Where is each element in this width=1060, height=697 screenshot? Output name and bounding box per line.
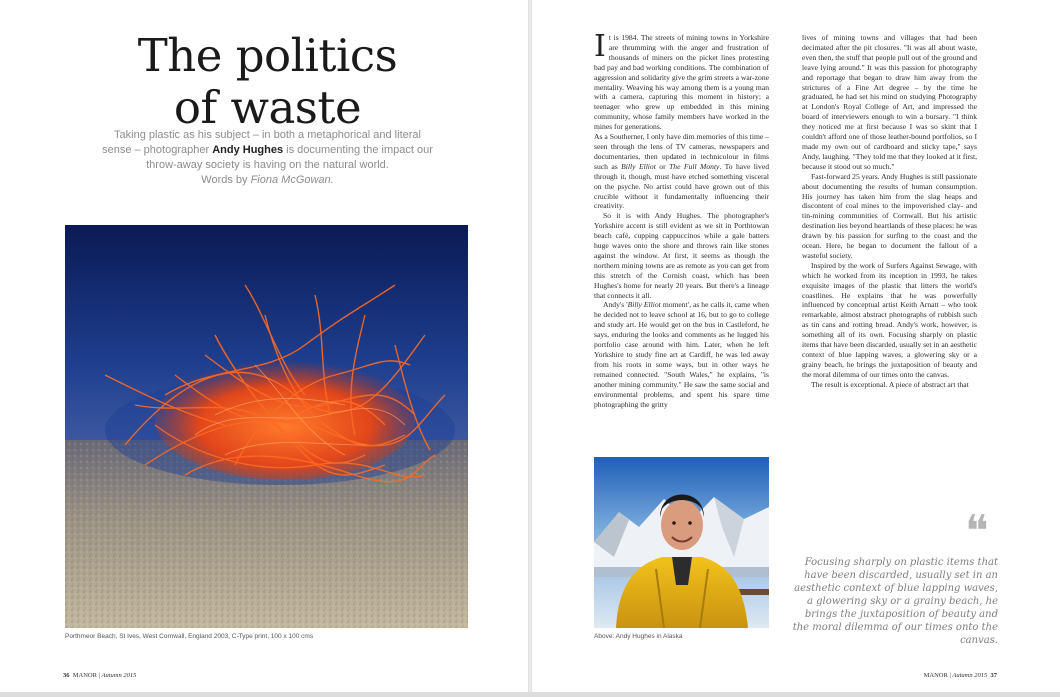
left-page <box>0 0 528 692</box>
left-magazine-name: MANOR <box>72 672 97 679</box>
byline-prefix: Words by <box>201 174 251 186</box>
right-page <box>532 0 1060 692</box>
paragraph-1 <box>594 29 769 132</box>
title-line-1: The politics <box>137 29 398 82</box>
paragraph-2-text-mid: or <box>655 161 670 171</box>
paragraph-2-text-a: As a Southerner, I only have dim memories of this time – seen through the lens of TV cameras, newspapers and documentaries, then updated in technicolour in films such as <box>594 132 769 171</box>
paragraph-2 <box>594 132 769 211</box>
standfirst-text-b: is documenting the impact our throw-away society is having on the natural world. <box>146 144 433 171</box>
paragraph-7: Inspired by the work of Surfers Against Sewage, with which he worked from its inception in 1993, he takes exquisite images of the plastic that litters the world's coastlines. He explains that he was powerfully influenced by conceptual artist Keith Arnatt – who took remarkable, almost abstract photographs of rubbish such as tin cans and rotting bread. Andy's work, however, is something all of its own. Focusing sharply on plastic items that have been discarded, usually set in an aesthetic context of blue lapping waves, a glowering sky or a grainy beach, he brings the juxtaposition of beauty and the moral dilemma of our times onto the canvas. <box>802 260 977 379</box>
main-photo-caption: Porthmeor Beach, St Ives, West Cornwall, England 2003, C-Type print, 100 x 100 cms <box>65 633 314 640</box>
right-separator: | <box>949 672 951 679</box>
paragraph-4 <box>594 300 769 409</box>
right-magazine-name: MANOR <box>923 672 948 679</box>
title-line-2: of waste <box>173 81 362 134</box>
film-title-billy-elliot: Billy Elliot <box>621 161 656 171</box>
andy-hughes-portrait <box>594 457 769 628</box>
portrait-photo <box>594 457 769 628</box>
film-title-full-monty: The Full Monty <box>669 161 720 171</box>
left-issue: Autumn 2015 <box>101 672 137 679</box>
paragraph-6: Fast-forward 25 years. Andy Hughes is still passionate about documenting the results of human consumption. His journey has taken him from the slag heaps and discontent of coal mines to the impoverished clay- and tin-mining communities of Cornwall. But his artistic destination lies beyond heartlands of these places: he was drawn by his passion for surfing to the coast and the ocean. Here, he began to document the fallout of a wasteful society. <box>802 171 977 260</box>
paragraph-3: So it is with Andy Hughes. The photographer's Yorkshire accent is still evident as we sit in Porthtowan beach café, cupping cappuccinos while a gale batters huge waves onto the shore and throws rain like stones against the window. At first, it seems as though the northern mining towns are as remote as you can get from this stretch of the Cornish coast, which has been Hughes's home for nearly 20 years. But there's a lineage that connects it all. <box>594 211 769 300</box>
body-column-2 <box>802 33 977 390</box>
body-column-1 <box>594 29 770 409</box>
left-page-number: 36 <box>63 672 70 679</box>
paragraph-8: The result is exceptional. A piece of abstract art that <box>811 379 969 389</box>
paragraph-5: lives of mining towns and villages that had been decimated after the pit closures. "It was all about waste, even then, the stuff that people pull out of the ground and leave lying around." It was this passion for photography and reportage that began to draw him away from the strictures of a Fine Art degree – by the time he graduated, he had set his mind on studying Photography at London's Royal College of Art, and impressed the board of interviewers enough to win a bursary. "I think they noticed me at first because I was so skint that I couldn't afford one of those leather-bound portfolios, so I made my own out of cardboard and sticky tape," says Andy, laughing. "They told me that they looked at it first, because it stood out so much." <box>802 33 977 171</box>
plastic-net-photo <box>65 225 468 628</box>
page-title <box>100 30 435 134</box>
paragraph-4-text-b: moment', as he calls it, came when he decided not to leave school at 16, but to go to college and study art. He would get on the bus in Castleford, he says, enduring the looks and comments as he lugged his portfolio case around with him. Later, when he left Yorkshire to study fine art at Cardiff, he was led away from his roots in some ways, but in other ways he remained connected. "South Wales," he explains, "is another mining community." He saw the same social and environmental problems, and spent his spare time photographing the gritty <box>594 300 770 409</box>
right-page-number: 37 <box>990 672 997 679</box>
paragraph-4-text-a: Andy's ' <box>603 300 628 310</box>
page-shadow <box>0 692 1060 697</box>
paragraph-2-text-b: . To have lived through it, though, must have etched something visceral on the psyche. No artist could have grown out of this crucible without it fundamentally influencing their creativity. <box>594 161 769 211</box>
footer-right <box>924 672 997 679</box>
standfirst-text-a: Taking plastic as his subject – in both a metaphorical and literal sense – photographer <box>102 129 421 156</box>
drop-cap: I <box>594 29 606 64</box>
footer-left <box>63 672 136 679</box>
standfirst <box>100 128 435 188</box>
main-photo <box>65 225 468 628</box>
left-separator: | <box>98 672 100 679</box>
byline-author: Fiona McGowan. <box>250 174 334 186</box>
photographer-name: Andy Hughes <box>212 144 284 156</box>
right-issue: Autumn 2015 <box>952 672 988 679</box>
paragraph-1-text: t is 1984. The streets of mining towns in Yorkshire are thrumming with the anger and frustration of thousands of miners on the picket lines protesting bad pay and bad working conditions. The combination of aggression and solidarity give the grim streets a war-zone mentality. Weaving his way among them is a young man with a camera, capturing this moment in history; a teenager who grew up embedded in this mining community, whose family members have worked in the mines for generations. <box>594 33 769 132</box>
film-title-billy-elliot-2: Billy Elliot <box>627 300 661 310</box>
pull-quote: Focusing sharply on plastic items that have been discarded, usually set in an aesthetic context of blue lapping waves, a glowering sky or a grainy beach, he brings the juxtaposition of beauty and the moral dilemma of our times onto the canvas. <box>792 557 998 646</box>
portrait-caption: Above: Andy Hughes in Alaska <box>594 633 683 640</box>
quote-mark-icon: ❝ <box>965 506 989 557</box>
